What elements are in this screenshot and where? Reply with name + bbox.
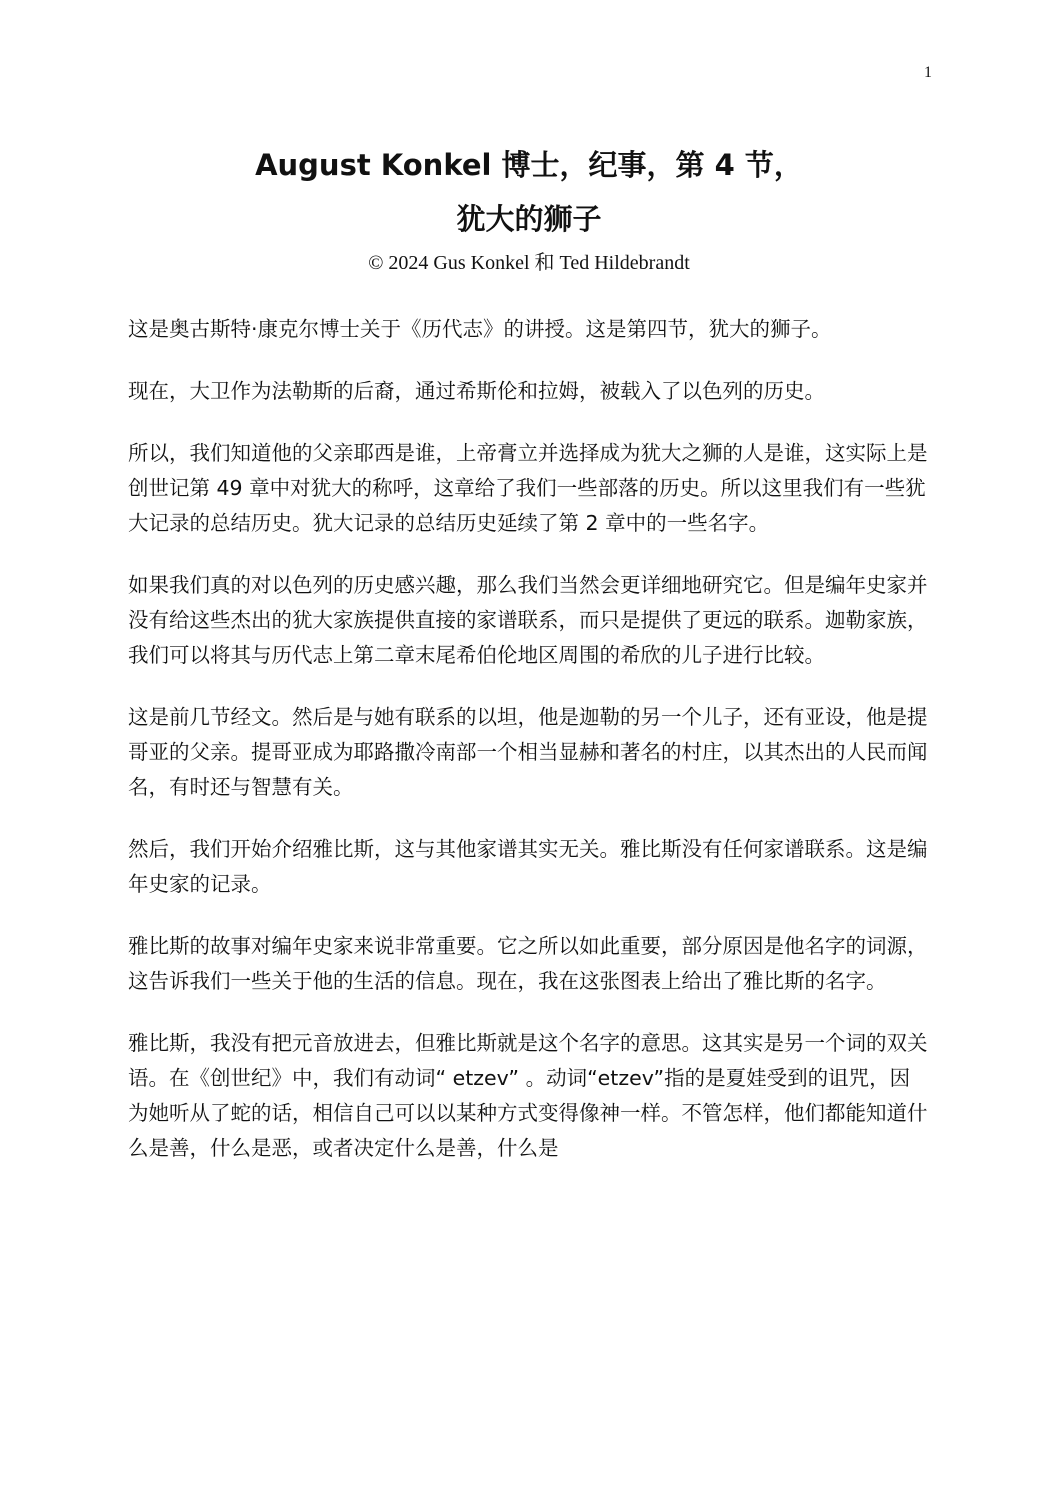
paragraph-2: 现在，大卫作为法勒斯的后裔，通过希斯伦和拉姆，被载入了以色列的历史。 xyxy=(128,379,825,403)
paragraph-4: 如果我们真的对以色列的历史感兴趣，那么我们当然会更详细地研究它。但是编年史家并没有给这些杰出的犹大家族提供直接的家谱联系，而只是提供了更远的联系。迦勒家族，我们可以将其与历代志上第二章末尾希伯伦地区周围的希欣的儿子进行比较。 xyxy=(128,573,928,667)
copyright-notice: © 2024 Gus Konkel 和 Ted Hildebrandt xyxy=(368,252,690,274)
page-number: 1 xyxy=(924,64,932,81)
document-title-line-1: August Konkel 博士，纪事，第 4 节， xyxy=(255,148,803,182)
title-block xyxy=(0,138,1058,278)
document-body xyxy=(128,312,928,1193)
paragraph-7: 雅比斯的故事对编年史家来说非常重要。它之所以如此重要，部分原因是他名字的词源，这告诉我们一些关于他的生活的信息。现在，我在这张图表上给出了雅比斯的名字。 xyxy=(128,934,928,993)
paragraph-1: 这是奥古斯特·康克尔博士关于《历代志》的讲授。这是第四节，犹大的狮子。 xyxy=(128,317,832,341)
paragraph-8: 雅比斯，我没有把元音放进去，但雅比斯就是这个名字的意思。这其实是另一个词的双关语。在《创世纪》中，我们有动词“ etzev” 。动词“etzev”指的是夏娃受到的诅咒，因为她听从了蛇的话，相信自己可以以某种方式变得像神一样。不管怎样，他们都能知道什么是善，什么是恶，或者决定什么是善，什么是 xyxy=(128,1031,928,1160)
document-title-line-2: 犹大的狮子 xyxy=(456,202,602,236)
paragraph-3: 所以，我们知道他的父亲耶西是谁，上帝膏立并选择成为犹大之狮的人是谁，这实际上是创世记第 49 章中对犹大的称呼，这章给了我们一些部落的历史。所以这里我们有一些犹大记录的总结历史。犹大记录的总结历史延续了第 2 章中的一些名字。 xyxy=(128,441,928,535)
paragraph-6: 然后，我们开始介绍雅比斯，这与其他家谱其实无关。雅比斯没有任何家谱联系。这是编年史家的记录。 xyxy=(128,837,928,896)
paragraph-5: 这是前几节经文。然后是与她有联系的以坦，他是迦勒的另一个儿子，还有亚设，他是提哥亚的父亲。提哥亚成为耶路撒冷南部一个相当显赫和著名的村庄，以其杰出的人民而闻名，有时还与智慧有关。 xyxy=(128,705,928,799)
